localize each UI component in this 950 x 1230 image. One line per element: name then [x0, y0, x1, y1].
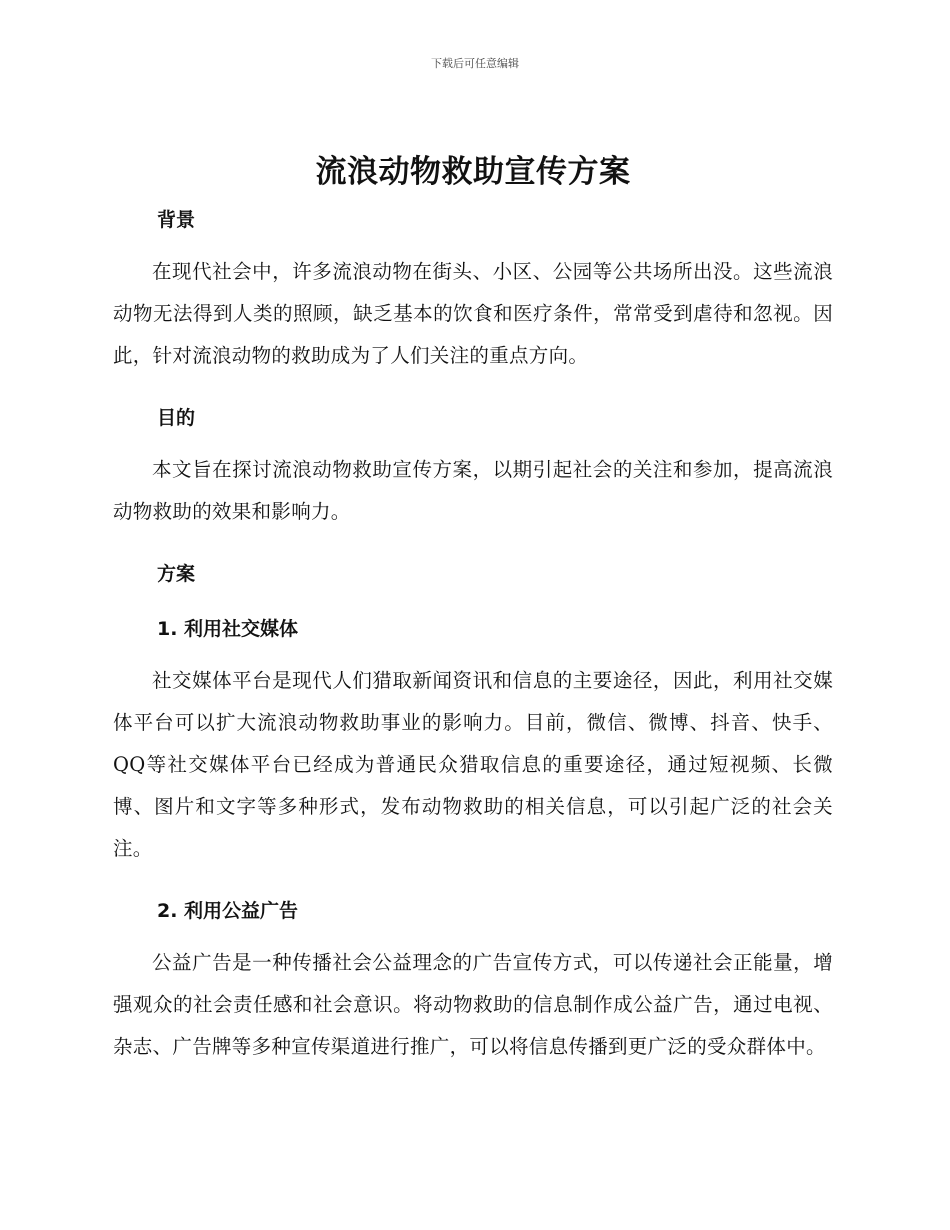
heading-background: 背景: [157, 209, 196, 231]
paragraph-public-ads: 公益广告是一种传播社会公益理念的广告宣传方式，可以传递社会正能量，增强观众的社会责任感和社会意识。将动物救助的信息制作成公益广告，通过电视、杂志、广告牌等多种宣传渠道进行推广，可以将信息传播到更广泛的受众群体中。: [113, 951, 833, 1058]
paragraph-background: 在现代社会中，许多流浪动物在街头、小区、公园等公共场所出没。这些流浪动物无法得到人类的照顾，缺乏基本的饮食和医疗条件，常常受到虐待和忽视。因此，针对流浪动物的救助成为了人们关注的重点方向。: [113, 260, 833, 367]
heading-social-media: 1. 利用社交媒体: [157, 618, 299, 640]
document-title: 流浪动物救助宣传方案: [315, 154, 631, 190]
paragraph-social-media: 社交媒体平台是现代人们猎取新闻资讯和信息的主要途径，因此，利用社交媒体平台可以扩大流浪动物救助事业的影响力。目前，微信、微博、抖音、快手、QQ等社交媒体平台已经成为普通民众猎取信息的重要途径，通过短视频、长微博、图片和文字等多种形式，发布动物救助的相关信息，可以引起广泛的社会关注。: [113, 669, 833, 860]
header-note: 下载后可任意编辑: [431, 57, 519, 70]
document-body: [113, 148, 833, 1068]
heading-goal: 目的: [157, 407, 196, 429]
heading-public-ads: 2. 利用公益广告: [157, 900, 299, 922]
paragraph-goal: 本文旨在探讨流浪动物救助宣传方案，以期引起社会的关注和参加，提高流浪动物救助的效果和影响力。: [113, 458, 833, 523]
heading-plan: 方案: [157, 563, 196, 585]
